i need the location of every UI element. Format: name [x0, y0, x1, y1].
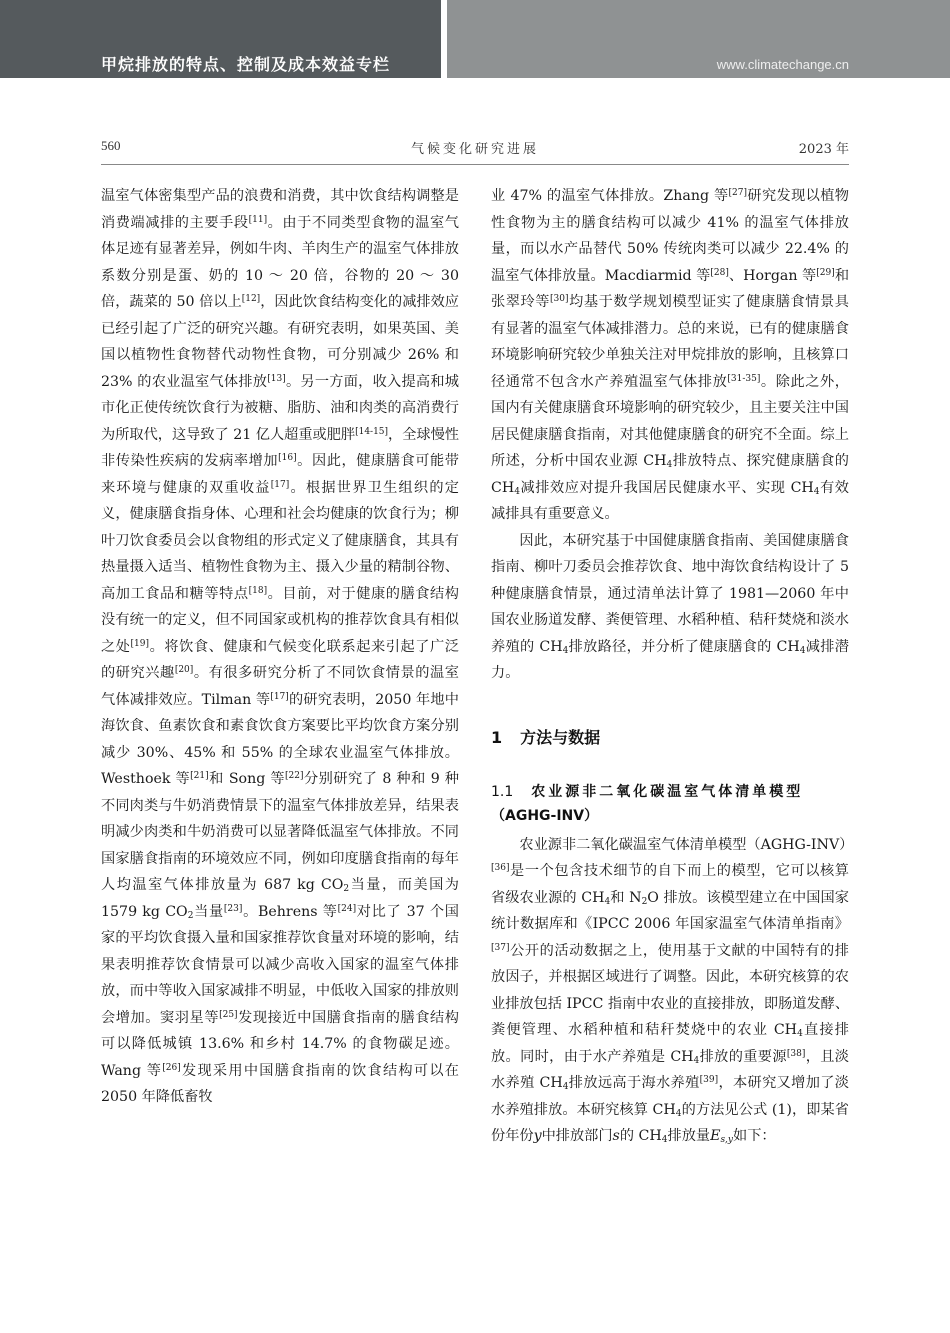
- citation[interactable]: [37]: [491, 942, 510, 953]
- citation[interactable]: [12]: [241, 294, 261, 304]
- section-heading: [491, 725, 849, 748]
- body-paragraph: 农业源非二氧化碳温室气体清单模型（AGHG-INV）[36]是一个包含技术细节的自下而上的模型，它可以核算省级农业源的 $CH_4$和 $N_2O$ 排放。该模型建立在中国国家统计数据库和《IPCC 2006 年国家温室气体清单指南》[37]公开的活动数据之上，使用基于文献的中国特有的排放因子，并根据区域进行了调整。因此，本研究核算的农业排放包括 IPCC 指南中农业的直接排放，即肠道发酵、粪便管理、水稻种植和秸秆焚烧中的农业 $CH_4$直接排放。同时，由于水产养殖是 $CH_4$排放的重要源[38]，且淡水养殖 $CH_4$排放远高于海水养殖[39]，本研究又增加了淡水养殖排放。本研究核算 $CH_4$的方法见公式 (1)，即某省份年份y中排放部门s的 $CH_4$排放量$E_{s,y}$如下：: [491, 836, 854, 1145]
- subscript: 4: [514, 486, 520, 497]
- subscript: s,y: [720, 1135, 734, 1145]
- math-variable: E: [710, 1128, 721, 1144]
- subsection-title: 农业源非二氧化碳温室气体清单模型: [531, 783, 804, 800]
- body-paragraph: 因此，本研究基于中国健康膳食指南、美国健康膳食指南、柳叶刀委员会推荐饮食、地中海饮食结构设计了 5 种健康膳食情景，通过清单法计算了 1981—2060 年中国农业肠道发酵、粪便管理、水稻种植、秸秆焚烧和淡水养殖的 $CH_4$排放路径，并分析了健康膳食的 $CH_4$减排潜力。: [491, 532, 849, 681]
- subscript: 4: [813, 486, 820, 497]
- subscript: 2: [343, 884, 350, 894]
- citation[interactable]: [17]: [270, 691, 289, 702]
- subscript: 4: [799, 645, 806, 656]
- citation[interactable]: [14-15]: [355, 426, 389, 437]
- citation[interactable]: [28]: [710, 267, 729, 278]
- column-title: 甲烷排放的特点、控制及成本效益专栏: [101, 55, 391, 74]
- section-title: 方法与数据: [520, 727, 601, 747]
- subsection-number: 1.1: [491, 783, 514, 800]
- subsection-heading: [491, 780, 849, 828]
- subscript: 4: [604, 896, 611, 907]
- publication-year: 2023 年: [798, 142, 849, 157]
- citation[interactable]: [30]: [550, 294, 569, 304]
- column-banner: [0, 0, 950, 78]
- subsection-title-continued: （AGHG-INV）: [491, 807, 599, 824]
- citation[interactable]: [19]: [130, 638, 150, 649]
- citation[interactable]: [22]: [285, 771, 304, 781]
- subscript: 4: [562, 645, 569, 656]
- subscript: 4: [661, 1135, 668, 1145]
- subscript: 2: [187, 910, 194, 921]
- banner-right-block: [447, 0, 950, 78]
- subscript: 4: [562, 1082, 569, 1092]
- citation[interactable]: [25]: [219, 1009, 238, 1020]
- left-column: [101, 183, 459, 1111]
- citation[interactable]: [23]: [223, 903, 243, 914]
- citation[interactable]: [24]: [337, 903, 357, 914]
- math-variable: s: [612, 1128, 620, 1144]
- citation[interactable]: [16]: [278, 453, 297, 463]
- citation[interactable]: [11]: [248, 214, 268, 225]
- header-divider: [101, 164, 849, 165]
- subscript: 4: [675, 1108, 682, 1119]
- site-url[interactable]: www.climatechange.cn: [716, 57, 849, 72]
- citation[interactable]: [29]: [816, 267, 835, 278]
- citation[interactable]: [36]: [491, 863, 510, 873]
- citation[interactable]: [13]: [267, 373, 286, 384]
- section-number: 1: [491, 727, 503, 747]
- citation[interactable]: [21]: [190, 771, 209, 781]
- subscript: 4: [666, 460, 673, 470]
- citation[interactable]: [17]: [270, 479, 290, 490]
- journal-name: 气候变化研究进展: [410, 142, 539, 157]
- citation[interactable]: [27]: [728, 188, 748, 198]
- body-paragraph: 业 47% 的温室气体排放。Zhang 等[27]研究发现以植物性食物为主的膳食结构可以减少 41% 的温室气体排放量，而以水产品替代 50% 传统肉类可以减少 22.4% 的温室气体排放量。Macdiarmid 等[28]、Horgan 等[29]和张翠玲等[30]均基于数学规划模型证实了健康膳食情景具有显著的温室气体减排潜力。总的来说，已有的健康膳食环境影响研究较少单独关注对甲烷排放的影响，且核算口径通常不包含水产养殖温室气体排放[31-35]。除此之外，国内有关健康膳食环境影响的研究较少，且主要关注中国居民健康膳食指南，对其他健康膳食的研究不全面。综上所述，分析中国农业源 $CH_4$排放特点、探究健康膳食的 $CH_4$减排效应对提升我国居民健康水平、实现 $CH_4$有效减排具有重要意义。: [491, 188, 850, 522]
- subscript: 2: [641, 896, 648, 907]
- body-paragraph: 温室气体密集型产品的浪费和消费，其中饮食结构调整是消费端减排的主要手段[11]。由于不同类型食物的温室气体足迹有显著差异，例如牛肉、羊肉生产的温室气体排放系数分别是蛋、奶的 10 ～ 20 倍，谷物的 20 ～ 30 倍，蔬菜的 50 倍以上[12]，因此饮食结构变化的减排效应已经引起了广泛的研究兴趣。有研究表明，如果英国、美国以植物性食物替代动物性食物，可分别减少 26% 和 23% 的农业温室气体排放[13]。另一方面，收入提高和城市化正使传统饮食行为被糖、脂肪、油和肉类的高消费行为所取代，这导致了 21 亿人超重或肥胖[14-15]，全球慢性非传染性疾病的发病率增加[16]。因此，健康膳食可能带来环境与健康的双重收益[17]。根据世界卫生组织的定义，健康膳食指身体、心理和社会均健康的饮食行为；柳叶刀饮食委员会以食物组的形式定义了健康膳食，其具有热量摄入适当、植物性食物为主、摄入少量的精制谷物、高加工食品和糖等特点[18]。目前，对于健康的膳食结构没有统一的定义，但不同国家或机构的推荐饮食具有相似之处[19]。将饮食、健康和气候变化联系起来引起了广泛的研究兴趣[20]。有很多研究分析了不同饮食情景的温室气体减排效应。Tilman 等[17]的研究表明，2050 年地中海饮食、鱼素饮食和素食饮食方案要比平均饮食方案分别减少 30%、45% 和 55% 的全球农业温室气体排放。Westhoek 等[21]和 Song 等[22]分别研究了 8 种和 9 种不同肉类与牛奶消费情景下的温室气体排放差异，结果表明减少肉类和牛奶消费可以显著降低温室气体排放。不同国家膳食指南的环境效应不同，例如印度膳食指南的每年人均温室气体排放量为 687 kg $CO_2$当量，而美国为 1579 kg $CO_2$当量[23]。Behrens 等[24]对比了 37 个国家的平均饮食摄入量和国家推荐饮食量对环境的影响，结果表明推荐饮食情景可以减少高收入国家的温室气体排放，而中等收入国家减排不明显，中低收入国家的排放则会增加。窦羽星等[25]发现接近中国膳食指南的膳食结构可以降低城镇 13.6% 和乡村 14.7% 的食物碳足迹。Wang 等[26]发现采用中国膳食指南的饮食结构可以在 2050 年降低畜牧: [101, 188, 459, 1105]
- citation[interactable]: [38]: [786, 1048, 806, 1059]
- citation[interactable]: [18]: [248, 585, 268, 596]
- page-number: 560: [101, 138, 121, 153]
- subscript: 4: [693, 1055, 700, 1066]
- citation[interactable]: [39]: [699, 1075, 719, 1085]
- running-head: [101, 138, 849, 162]
- citation[interactable]: [20]: [174, 665, 194, 675]
- math-variable: y: [533, 1128, 542, 1144]
- right-column: [491, 183, 854, 1150]
- citation[interactable]: [26]: [162, 1062, 181, 1073]
- citation[interactable]: [31-35]: [727, 373, 761, 384]
- subscript: 4: [797, 1029, 803, 1039]
